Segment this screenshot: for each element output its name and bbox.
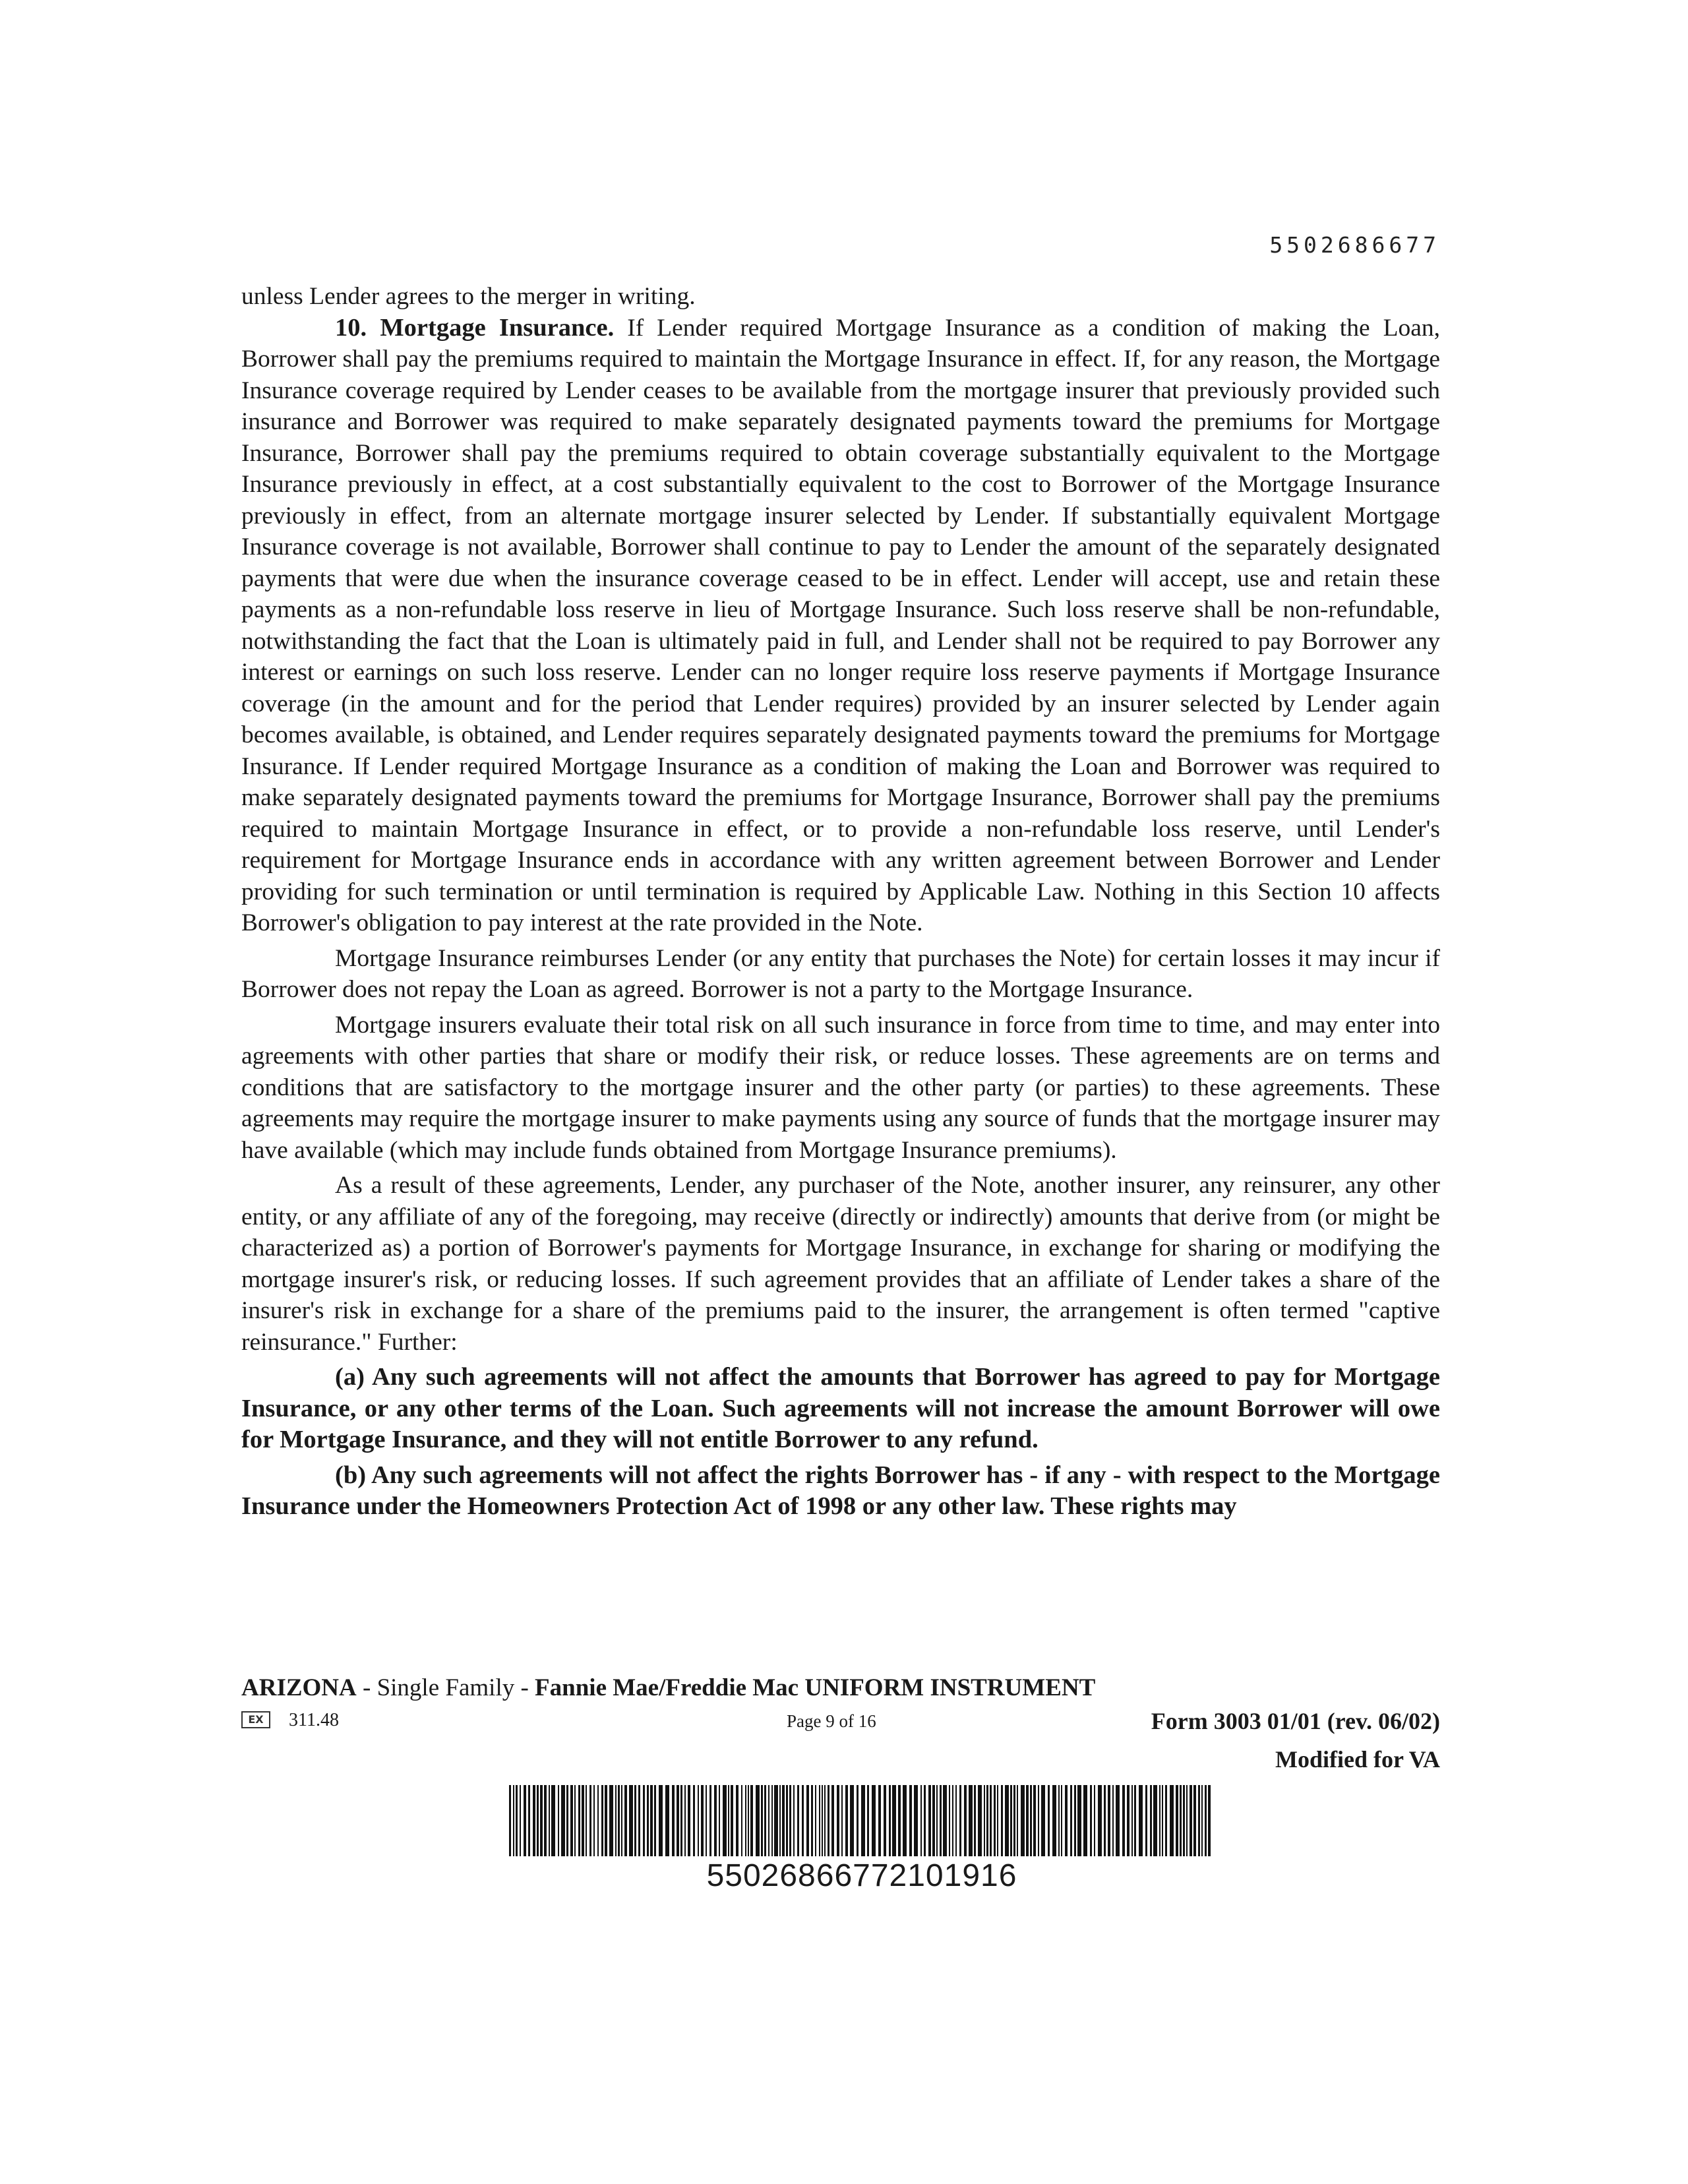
barcode-bar [1112,1785,1114,1856]
barcode-bar [1145,1785,1147,1856]
barcode-bar [861,1785,865,1856]
barcode-bar [1001,1785,1003,1856]
barcode-bar [850,1785,854,1856]
barcode-bar [570,1785,573,1856]
barcode-bar [621,1785,622,1856]
barcode-bar [943,1785,947,1856]
barcode-bar [892,1785,896,1856]
barcode-bar [524,1785,526,1856]
barcode-bar [1010,1785,1012,1856]
barcode-bar [811,1785,813,1856]
barcode-bar [793,1785,795,1856]
barcode-bar [1205,1785,1207,1856]
barcode-bar [1094,1785,1095,1856]
barcode-bar [629,1785,633,1856]
barcode-bar [650,1785,653,1856]
barcode-bar [1131,1785,1133,1856]
barcode-bar [516,1785,518,1856]
barcode-bar [964,1785,967,1856]
barcode-bar [1041,1785,1045,1856]
barcode-bar [831,1785,834,1856]
barcode-bar [1162,1785,1163,1856]
barcode-bar [1116,1785,1120,1856]
barcode-bar [509,1785,511,1856]
barcode-bar [782,1785,785,1856]
footer-state: ARIZONA [241,1674,357,1701]
barcode-bar [959,1785,961,1856]
barcode-bar [1090,1785,1092,1856]
barcode-bar [1038,1785,1039,1856]
paragraph-clause-a: (a) Any such agreements will not affect the amounts that Borrower has agreed to pay for Mortgage Insurance, or any other terms of the Loan. Such agreements will not increase the amount Borrower will owe for Mortgage Insurance, and they will not entitle Borrower to any refund. [241,1363,1440,1453]
barcode-bar [677,1785,679,1856]
barcode-bar [949,1785,950,1856]
barcode-bar [665,1785,669,1856]
barcode-bar [574,1785,576,1856]
barcode-bar [1176,1785,1178,1856]
form-number: Form 3003 01/01 (rev. 06/02) [1151,1708,1440,1734]
barcode-bar [952,1785,953,1856]
barcode-bar [797,1785,799,1856]
paragraph-reimburses: Mortgage Insurance reimburses Lender (or any entity that purchases the Note) for certain losses it may incur if Borrower does not repay the Loan as agreed. Borrower is not a party to the Mortgage Insurance. [241,944,1440,1003]
barcode-bar [955,1785,957,1856]
barcode-bar [1134,1785,1136,1856]
barcode-bar [615,1785,617,1856]
barcode-bar [1208,1785,1211,1856]
barcode-bar [1183,1785,1185,1856]
page-number: Page 9 of 16 [787,1711,876,1731]
ex-logo: EX [241,1711,270,1728]
barcode-bar [719,1785,720,1856]
barcode-bar [750,1785,753,1856]
barcode-bar [761,1785,763,1856]
barcode-bar [624,1785,627,1856]
barcode-bar [714,1785,717,1856]
barcode-bar [771,1785,773,1856]
barcode-bar [914,1785,918,1856]
barcode-bar [601,1785,603,1856]
barcode-bar [736,1785,738,1856]
barcode-bar [566,1785,568,1856]
barcode-bar [884,1785,886,1856]
barcode-bar [582,1785,584,1856]
barcode-bar [561,1785,565,1856]
barcode-bar [1058,1785,1060,1856]
section-heading: 10. Mortgage Insurance. [335,313,615,342]
barcode-bar [984,1785,985,1856]
barcode-bar [544,1785,547,1856]
barcode-bar [822,1785,823,1856]
barcode-bar [1198,1785,1200,1856]
barcode-bar [528,1785,530,1856]
barcode-bar [1193,1785,1196,1856]
barcode-bar [731,1785,733,1856]
barcode-bar [745,1785,746,1856]
barcode-bar [898,1785,901,1856]
barcode-bar [1186,1785,1188,1856]
barcode-bar [878,1785,881,1856]
barcode-bar [701,1785,704,1856]
barcode-bar [1159,1785,1160,1856]
barcode-bar [867,1785,869,1856]
barcode-bar [920,1785,922,1856]
barcode-bar [986,1785,988,1856]
barcode-bar [974,1785,976,1856]
barcode-bar [789,1785,791,1856]
barcode-bar [513,1785,514,1856]
barcode-bar [654,1785,656,1856]
barcode-bar [932,1785,935,1856]
barcode-bar [1139,1785,1143,1856]
barcode-bar [1165,1785,1167,1856]
paragraph-clause-b: (b) Any such agreements will not affect the rights Borrower has - if any - with respect to the Mortgage Insurance under the Homeowners Protection Act of 1998 or any other law. These rights may [241,1461,1440,1520]
barcode-bar [741,1785,742,1856]
barcode-bar [672,1785,675,1856]
barcode-bar [872,1785,876,1856]
barcode-bar [1005,1785,1009,1856]
barcode-bar [647,1785,649,1856]
barcode-bar [940,1785,942,1856]
modified-note: Modified for VA [1275,1746,1440,1773]
barcode-bar [997,1785,998,1856]
barcode-bar [659,1785,663,1856]
barcode-bar [618,1785,620,1856]
barcode-bar [978,1785,982,1856]
barcode-bar [768,1785,769,1856]
paragraph-agreements-result: As a result of these agreements, Lender, any purchaser of the Note, another insurer, any reinsurer, any other entity, or any affiliate of any of the foregoing, may receive (directly or indirectly) amounts that derive from (or might be characterized as) a portion of Borrower's payments for Mortgage Insurance, in exchange for sharing or modifying the mortgage insurer's risk, or reducing losses. If such agreement provides that an affiliate of Lender takes a share of the insurer's risk in exchange for a share of the premiums paid to the insurer, the arrangement is often termed "captive reinsurance." Further: [241,1172,1440,1356]
barcode-bar [1061,1785,1062,1856]
barcode-bar [723,1785,727,1856]
barcode-bar [1170,1785,1174,1856]
barcode-bar [586,1785,587,1856]
barcode-bar [1150,1785,1152,1856]
barcode-bar [806,1785,809,1856]
paragraph-merger: unless Lender agrees to the merger in writing. [241,283,696,310]
barcode-bar [593,1785,595,1856]
barcode-bar [1190,1785,1192,1856]
barcode-bar [1017,1785,1018,1856]
barcode-bar [845,1785,848,1856]
barcode-number: 55026866772101916 [706,1858,1017,1893]
barcode-bar [709,1785,711,1856]
barcode-bar [680,1785,682,1856]
barcode-bar [928,1785,931,1856]
footer-title [241,1674,1095,1702]
barcode-bar [1033,1785,1036,1856]
barcode-bar [748,1785,749,1856]
barcode [509,1785,1215,1856]
barcode-bar [706,1785,707,1856]
barcode-bar [824,1785,826,1856]
barcode-bar [837,1785,839,1856]
barcode-bar [578,1785,580,1856]
barcode-bar [815,1785,816,1856]
barcode-bar [1026,1785,1029,1856]
barcode-bar [969,1785,973,1856]
barcode-bar [1104,1785,1106,1856]
barcode-bar [634,1785,636,1856]
barcode-bar [936,1785,938,1856]
barcode-bar [909,1785,912,1856]
paragraph-mortgage-insurance [241,313,1440,939]
barcode-bar [994,1785,996,1856]
barcode-bar [1077,1785,1081,1856]
barcode-bar [1153,1785,1157,1856]
barcode-bar [643,1785,645,1856]
barcode-bar [551,1785,555,1856]
section-text: If Lender required Mortgage Insurance as a condition of making the Loan, Borrower shall pay the premiums required to maintain the Mortgage Insurance in effect. If, for any reason, the Mortgage Insurance coverage required by Lender ceases to be available from the mortgage insurer that previously provided such insurance and Borrower was required to make separately designated payments toward the premiums for Mortgage Insurance, Borrower shall pay the premiums required to obtain coverage substantially equivalent to the Mortgage Insurance previously in effect, at a cost substantially equivalent to the cost to Borrower of the Mortgage Insurance previously in effect, from an alternate mortgage insurer selected by Lender. If substantially equivalent Mortgage Insurance coverage is not available, Borrower shall continue to pay to Lender the amount of the separately designated payments that were due when the insurance coverage ceased to be in effect. Lender will accept, use and retain these payments as a non-refundable loss reserve in lieu of Mortgage Insurance. Such loss reserve shall be non-refundable, notwithstanding the fact that the Loan is ultimately paid in full, and Lender shall not be required to pay Borrower any interest or earnings on such loss reserve. Lender can no longer require loss reserve payments if Mortgage Insurance coverage (in the amount and for the period that Lender requires) provided by an insurer selected by Lender again becomes available, is obtained, and Lender requires separately designated payments toward the premiums for Mortgage Insurance. If Lender required Mortgage Insurance as a condition of making the Loan and Borrower was required to make separately designated payments toward the premiums for Mortgage Insurance, Borrower shall pay the premiums required to maintain Mortgage Insurance in effect, or to provide a non-refundable loss reserve, until Lender's requirement for Mortgage Insurance ends in accordance with any written agreement between Borrower and Lender providing for such termination or until termination is required by Applicable Law. Nothing in this Section 10 affects Borrower's obligation to pay interest at the rate provided in the Note. [241,314,1440,936]
barcode-bar [990,1785,992,1856]
barcode-bar [540,1785,543,1856]
barcode-bar [1201,1785,1203,1856]
footer-info-row [241,1709,1440,1738]
barcode-bar [756,1785,760,1856]
barcode-bar [774,1785,778,1856]
barcode-bar [857,1785,859,1856]
barcode-bar [693,1785,695,1856]
barcode-bar [589,1785,591,1856]
footer-separator: - Single Family - [356,1674,535,1701]
barcode-bar [1065,1785,1068,1856]
barcode-bar [1048,1785,1050,1856]
barcode-bar [903,1785,907,1856]
barcode-bar [1030,1785,1032,1856]
barcode-bar [537,1785,539,1856]
barcode-bar [688,1785,690,1856]
barcode-bar [1013,1785,1015,1856]
barcode-bar [764,1785,766,1856]
form-code: 311.48 [289,1710,339,1730]
paragraph-insurers-evaluate: Mortgage insurers evaluate their total risk on all such insurance in force from time to time, and may enter into agreements with other parties that share or modify their risk, or reduce losses. These agreements are on terms and conditions that are satisfactory to the mortgage insurer and the other party (or parties) to these agreements. These agreements may require the mortgage insurer to make payments using any source of funds that the mortgage insurer may have available (which may include funds obtained from Mortgage Insurance premiums). [241,1011,1440,1164]
barcode-bar [828,1785,829,1856]
barcode-bar [779,1785,781,1856]
barcode-bar [889,1785,891,1856]
barcode-bar [1180,1785,1182,1856]
barcode-bar [1052,1785,1056,1856]
barcode-bar [1108,1785,1110,1856]
document-body [241,281,1440,1523]
barcode-bar [924,1785,926,1856]
barcode-bar [1074,1785,1076,1856]
footer-instrument: Fannie Mae/Freddie Mac UNIFORM INSTRUMENT [535,1674,1096,1701]
barcode-bar [1127,1785,1130,1856]
barcode-bar [728,1785,729,1856]
loan-number: 5502686677 [1269,232,1440,258]
barcode-bar [1122,1785,1125,1856]
barcode-bar [684,1785,686,1856]
barcode-bar [698,1785,699,1856]
barcode-bar [819,1785,820,1856]
barcode-bar [802,1785,804,1856]
barcode-bar [558,1785,559,1856]
barcode-bar [841,1785,843,1856]
barcode-bar [533,1785,535,1856]
barcode-bar [1021,1785,1025,1856]
barcode-bar [1070,1785,1072,1856]
barcode-bar [597,1785,599,1856]
barcode-bar [549,1785,550,1856]
barcode-bar [520,1785,521,1856]
barcode-bar [609,1785,613,1856]
barcode-bar [786,1785,788,1856]
barcode-bar [605,1785,607,1856]
barcode-bar [1098,1785,1102,1856]
barcode-bar [1083,1785,1087,1856]
barcode-bar [638,1785,640,1856]
